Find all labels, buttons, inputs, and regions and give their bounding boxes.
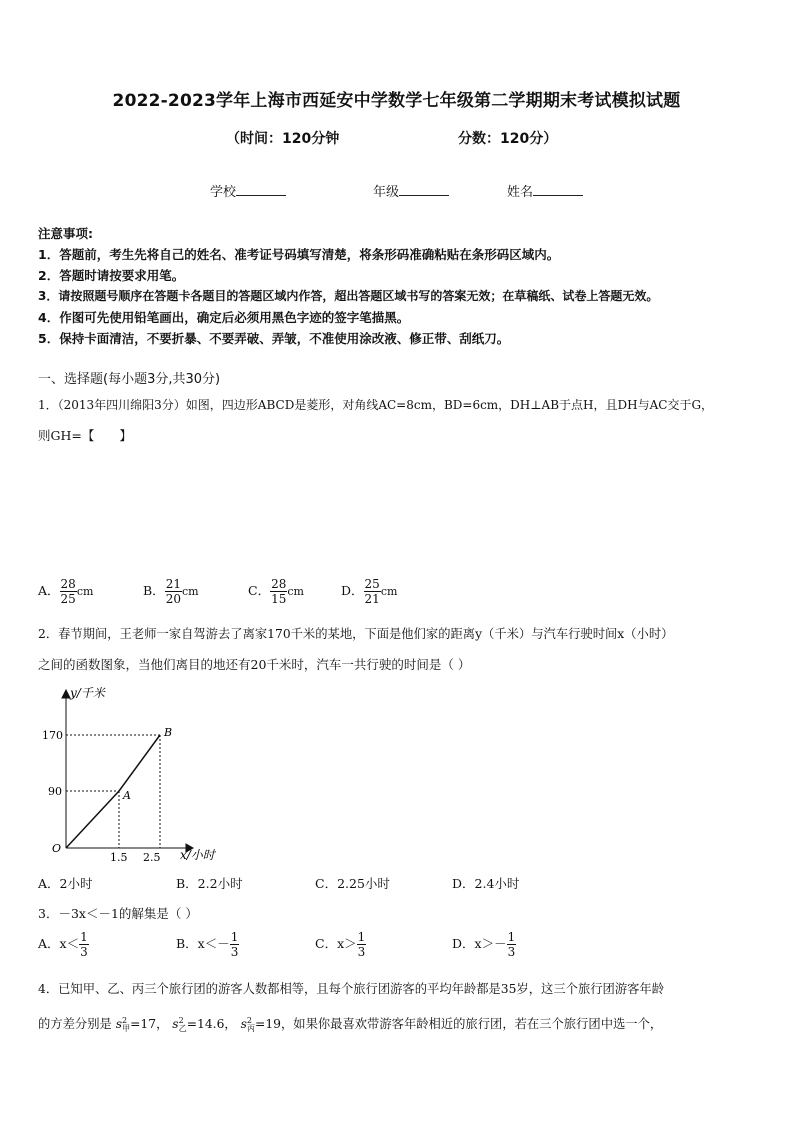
school-field: 学校 <box>210 181 286 200</box>
point-a-label: A <box>123 789 131 802</box>
question-1-option-c: C． $\frac{28}{15}$ cm <box>248 577 304 606</box>
question-3-option-b: B．x＜－ $\frac{1}{3}$ <box>176 930 239 959</box>
question-3-option-d: D．x＞－ $\frac{1}{3}$ <box>452 930 516 959</box>
note-item: 5．保持卡面清洁，不要折暴、不要弄破、弄皱，不准使用涂改液、修正带、刮纸刀。 <box>38 331 510 346</box>
question-4-stem: 4．已知甲、乙、丙三个旅行团的游客人数都相等，且每个旅行团游客的平均年龄都是35岁，这三个旅行团游客年龄 <box>38 982 665 996</box>
note-item: 2．答题时请按要求用笔。 <box>38 268 185 283</box>
question-4-stem-line2: 的方差分别是 $s^2_甲=17$， $s^2_乙=14.6$， $s^2_丙=19$，如果你最喜欢带游客年龄相近的旅行团，若在三个旅行团中选一个， <box>38 1015 663 1034</box>
question-2-option-b: B．2.2小时 <box>176 876 243 891</box>
origin-label: O <box>52 842 62 855</box>
x-axis-label: x/小时 <box>180 848 215 862</box>
x-tick-label: 2.5 <box>143 851 161 864</box>
x-tick-label: 1.5 <box>110 851 128 864</box>
question-1-option-d: D． $\frac{25}{21}$ cm <box>341 577 398 606</box>
notes-heading: 注意事项: <box>38 226 93 241</box>
note-item: 3．请按照题号顺序在答题卡各题目的答题区域内作答，超出答题区域书写的答案无效；在草稿纸、试卷上答题无效。 <box>38 289 659 303</box>
question-1-stem-line2: 则GH=【 】 <box>38 428 132 443</box>
question-1-option-a: A． $\frac{28}{25}$ cm <box>38 577 94 606</box>
question-2-option-a: A．2小时 <box>38 876 93 891</box>
distance-time-graph <box>40 684 240 864</box>
y-tick-label: 90 <box>48 785 62 798</box>
section-heading: 一、选择题(每小题3分,共30分) <box>38 372 221 387</box>
question-3-stem: 3．－3x＜－1的解集是（ ） <box>38 906 198 921</box>
question-1-stem: 1．（2013年四川绵阳3分）如图，四边形ABCD是菱形，对角线AC=8cm，BD=6cm，DH⊥AB于点H，且DH与AC交于G， <box>38 398 714 412</box>
question-2-stem: 2．春节期间，王老师一家自驾游去了离家170千米的某地，下面是他们家的距离y（千米）与汽车行驶时间x（小时） <box>38 627 674 641</box>
question-3-option-c: C．x＞ $\frac{1}{3}$ <box>315 930 366 959</box>
question-1-option-b: B． $\frac{21}{20}$ cm <box>143 577 199 606</box>
name-field: 姓名 <box>507 181 583 200</box>
grade-field: 年级 <box>373 181 449 200</box>
distance-line <box>66 735 160 848</box>
question-2-option-d: D．2.4小时 <box>452 876 520 891</box>
question-3-option-a: A．x＜ $\frac{1}{3}$ <box>38 930 88 959</box>
question-2-stem-line2: 之间的函数图象，当他们离目的地还有20千米时，汽车一共行驶的时间是（ ） <box>38 657 471 672</box>
page-title: 2022-2023学年上海市西延安中学数学七年级第二学期期末考试模拟试题 <box>112 91 681 111</box>
question-2-option-c: C．2.25小时 <box>315 876 390 891</box>
exam-score: 分数：120分） <box>458 131 558 147</box>
y-tick-label: 170 <box>42 729 63 742</box>
exam-time: （时间：120分钟 <box>226 131 340 147</box>
y-axis-label: y/千米 <box>70 686 105 700</box>
note-item: 1．答题前，考生先将自己的姓名、准考证号码填写清楚，将条形码准确粘贴在条形码区域内。 <box>38 247 560 262</box>
point-b-label: B <box>164 726 173 739</box>
note-item: 4．作图可先使用铅笔画出，确定后必须用黑色字迹的签字笔描黑。 <box>38 310 410 325</box>
